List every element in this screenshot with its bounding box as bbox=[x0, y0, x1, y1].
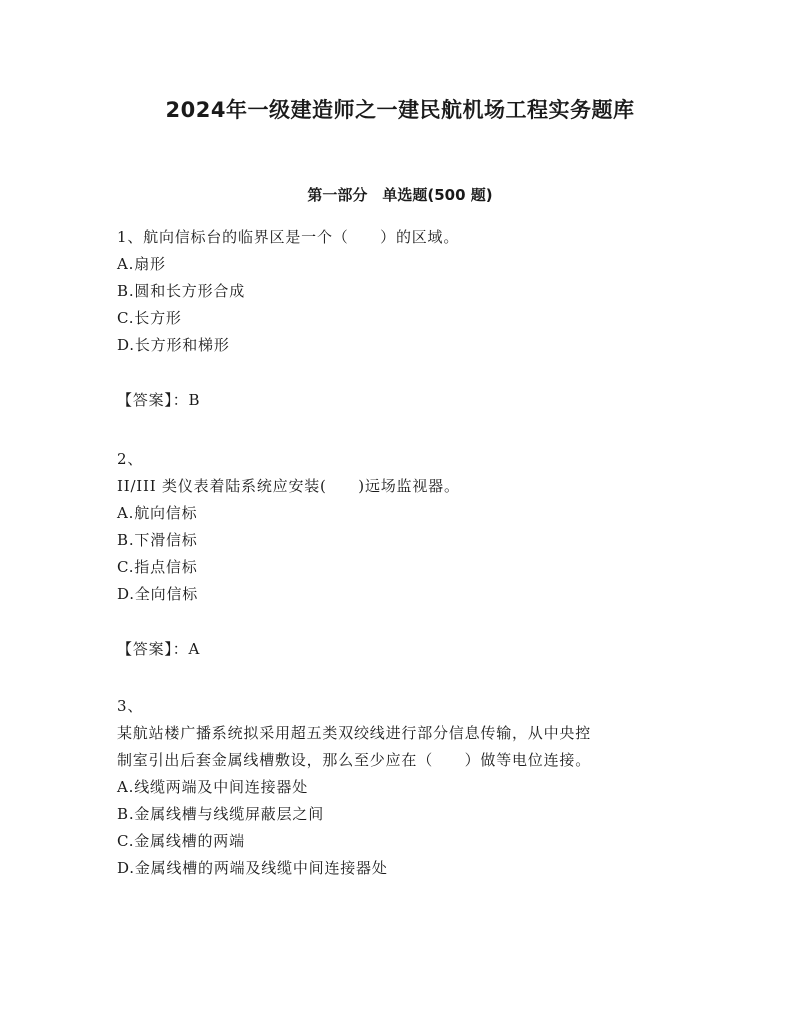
question-stem: 1、航向信标台的临界区是一个（ ）的区域。 bbox=[117, 228, 460, 246]
option-d: D.长方形和梯形 bbox=[117, 336, 230, 354]
option-a: A.扇形 bbox=[117, 255, 166, 273]
answer-label: 【答案】：A bbox=[117, 640, 201, 658]
question-list bbox=[117, 224, 707, 882]
answer-label: 【答案】：B bbox=[117, 391, 201, 409]
option-d: D.金属线槽的两端及线缆中间连接器处 bbox=[117, 859, 388, 877]
option-c: C.指点信标 bbox=[117, 558, 198, 576]
question-3 bbox=[117, 693, 707, 882]
document-title: 2024年一级建造师之一建民航机场工程实务题库 bbox=[165, 98, 635, 122]
option-a: A.航向信标 bbox=[117, 504, 198, 522]
question-2 bbox=[117, 446, 707, 663]
option-a: A.线缆两端及中间连接器处 bbox=[117, 778, 309, 796]
question-stem: II/III 类仪表着陆系统应安装( )远场监视器。 bbox=[117, 477, 460, 495]
option-b: B.金属线槽与线缆屏蔽层之间 bbox=[117, 805, 324, 823]
question-number: 2、 bbox=[117, 450, 144, 468]
option-b: B.下滑信标 bbox=[117, 531, 198, 549]
option-d: D.全向信标 bbox=[117, 585, 199, 603]
option-c: C.金属线槽的两端 bbox=[117, 832, 245, 850]
question-stem-line-1: 某航站楼广播系统拟采用超五类双绞线进行部分信息传输，从中央控 bbox=[117, 724, 592, 742]
option-c: C.长方形 bbox=[117, 309, 182, 327]
question-stem-line-2: 制室引出后套金属线槽敷设，那么至少应在（ ）做等电位连接。 bbox=[117, 751, 592, 769]
section-title: 第一部分 单选题(500 题) bbox=[307, 186, 493, 204]
question-1 bbox=[117, 224, 707, 414]
option-b: B.圆和长方形合成 bbox=[117, 282, 245, 300]
question-number: 3、 bbox=[117, 697, 144, 715]
